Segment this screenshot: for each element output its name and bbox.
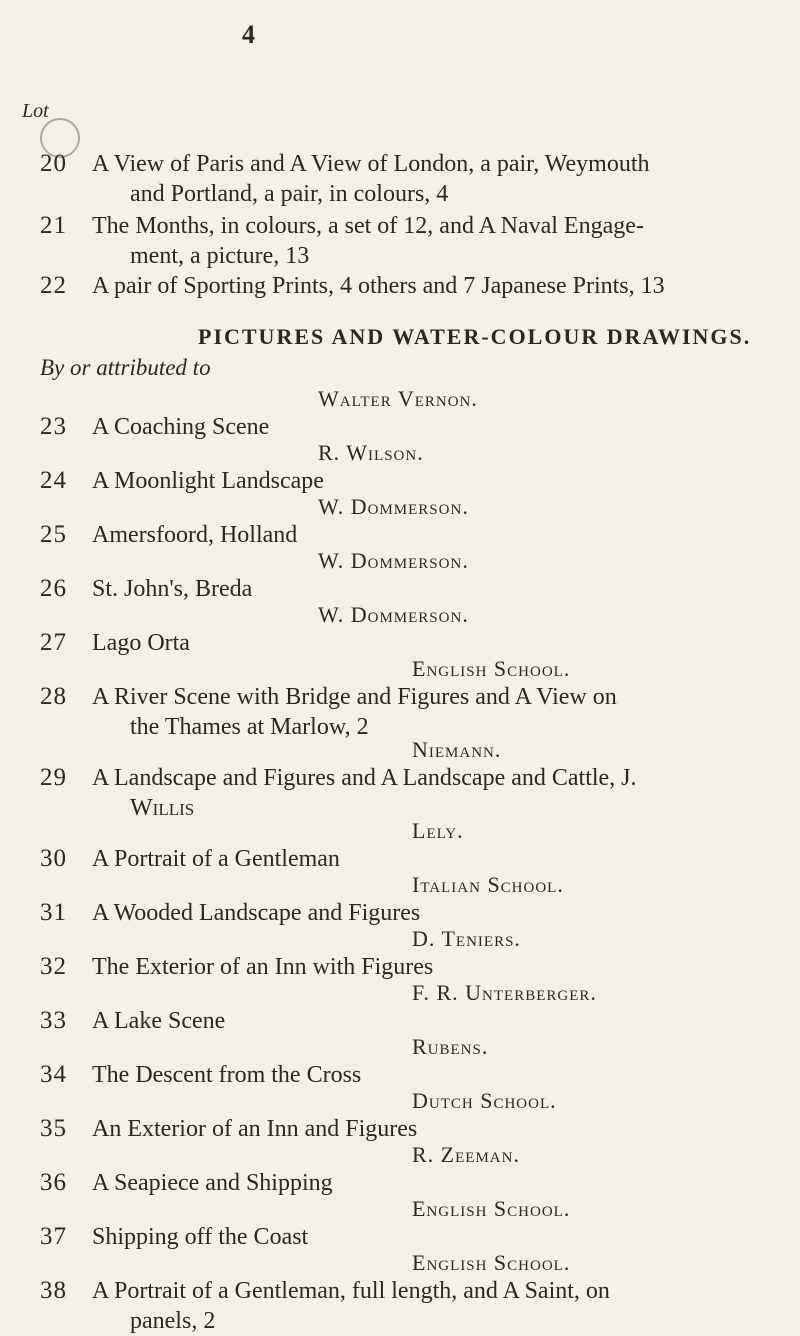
lot-number: 37 xyxy=(40,1223,67,1250)
lot-description-cont: and Portland, a pair, in colours, 4 xyxy=(130,181,449,207)
artist-name: Niemann. xyxy=(412,737,502,762)
lot-description: A Portrait of a Gentleman, full length, and A Saint, on xyxy=(92,1278,610,1304)
section-title: PICTURES AND WATER-COLOUR DRAWINGS. xyxy=(198,324,752,349)
lot-number: 26 xyxy=(40,575,67,602)
lot-description: A Portrait of a Gentleman xyxy=(92,846,340,872)
lot-number: 38 xyxy=(40,1277,67,1304)
lot-number: 22 xyxy=(40,272,67,299)
lot-description: A Lake Scene xyxy=(92,1008,226,1034)
lot-description: A River Scene with Bridge and Figures and A View on xyxy=(92,684,617,710)
lot-description: The Months, in colours, a set of 12, and A Naval Engage- xyxy=(92,213,644,239)
artist-name: R. Wilson. xyxy=(318,440,424,465)
page-number: 4 xyxy=(242,20,255,49)
lot-description: Shipping off the Coast xyxy=(92,1224,309,1250)
lot-description: A Seapiece and Shipping xyxy=(92,1170,333,1196)
lot-number: 30 xyxy=(40,845,67,872)
lot-description-cont: Willis xyxy=(130,795,195,821)
lot-number: 29 xyxy=(40,764,67,791)
artist-name: English School. xyxy=(412,1196,571,1221)
lot-description: A Moonlight Landscape xyxy=(92,468,324,494)
artist-name: W. Dommerson. xyxy=(318,602,469,627)
artist-name: Dutch School. xyxy=(412,1088,557,1113)
lot-description: A View of Paris and A View of London, a pair, Weymouth xyxy=(92,151,650,177)
lot-description: A pair of Sporting Prints, 4 others and 7 Japanese Prints, 13 xyxy=(92,273,665,299)
lot-column-label: Lot xyxy=(22,100,49,122)
lot-description: The Descent from the Cross xyxy=(92,1062,362,1088)
artist-name: W. Dommerson. xyxy=(318,494,469,519)
lot-number: 21 xyxy=(40,212,67,239)
lot-number: 27 xyxy=(40,629,67,656)
lot-number: 35 xyxy=(40,1115,67,1142)
artist-name: Lely. xyxy=(412,818,464,843)
lot-number: 23 xyxy=(40,413,67,440)
lot-description: A Wooded Landscape and Figures xyxy=(92,900,421,926)
lot-description: The Exterior of an Inn with Figures xyxy=(92,954,434,980)
lot-description: Lago Orta xyxy=(92,630,190,656)
lot-description-cont: panels, 2 xyxy=(130,1308,216,1334)
lot-number: 33 xyxy=(40,1007,67,1034)
artist-name: Italian School. xyxy=(412,872,564,897)
lot-number: 20 xyxy=(40,150,67,177)
lot-number: 32 xyxy=(40,953,67,980)
artist-name: English School. xyxy=(412,1250,571,1275)
artist-name: F. R. Unterberger. xyxy=(412,980,597,1005)
artist-name: W. Dommerson. xyxy=(318,548,469,573)
lot-description: Amersfoord, Holland xyxy=(92,522,298,548)
lot-number: 28 xyxy=(40,683,67,710)
lot-description: An Exterior of an Inn and Figures xyxy=(92,1116,418,1142)
lot-number: 24 xyxy=(40,467,67,494)
lot-number: 36 xyxy=(40,1169,67,1196)
artist-name: R. Zeeman. xyxy=(412,1142,520,1167)
lot-number: 31 xyxy=(40,899,67,926)
attribution-heading: By or attributed to xyxy=(40,355,211,380)
lot-number: 34 xyxy=(40,1061,67,1088)
lot-description-cont: the Thames at Marlow, 2 xyxy=(130,714,369,740)
lot-description: A Coaching Scene xyxy=(92,414,270,440)
lot-number: 25 xyxy=(40,521,67,548)
artist-name: D. Teniers. xyxy=(412,926,521,951)
artist-name: Walter Vernon. xyxy=(318,386,478,411)
artist-name: English School. xyxy=(412,656,571,681)
lot-description-cont: ment, a picture, 13 xyxy=(130,243,310,269)
lot-description: A Landscape and Figures and A Landscape and Cattle, J. xyxy=(92,765,637,791)
lot-description: St. John's, Breda xyxy=(92,576,253,602)
artist-name: Rubens. xyxy=(412,1034,489,1059)
